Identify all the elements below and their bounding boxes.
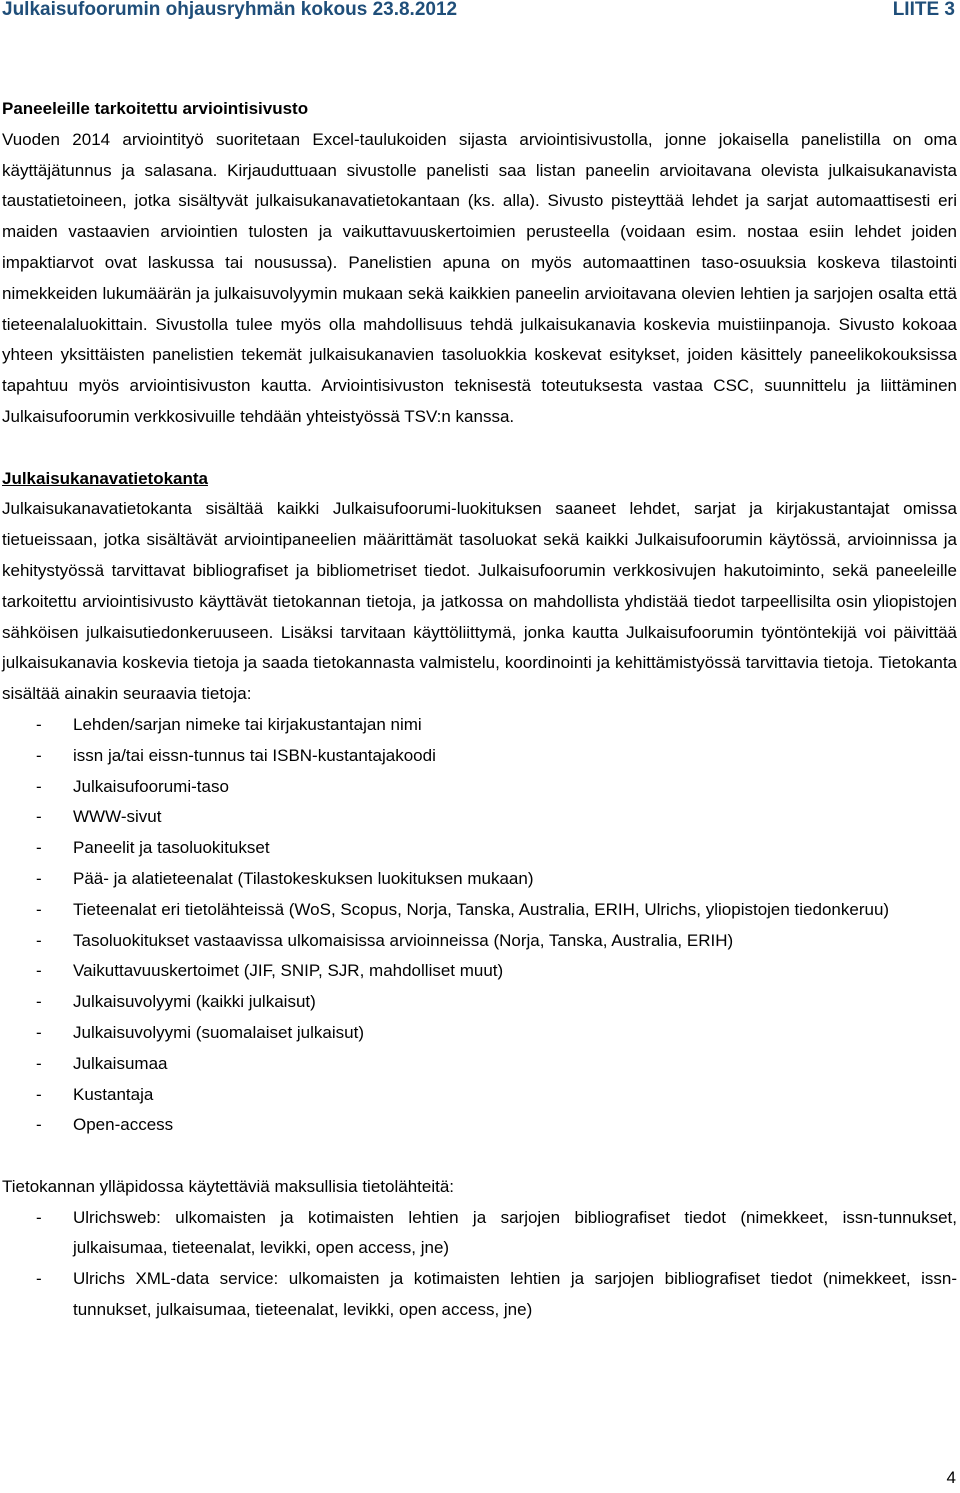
list-item: - Ulrichs XML-data service: ulkomaisten ja kotimaisten lehtien ja sarjojen bibliografiset tiedot (nimekkeet, issn-tunnukset, julkaisumaa, tieteenalat, levikki, open access, jne) [2, 1264, 957, 1326]
list-item: - issn ja/tai eissn-tunnus tai ISBN-kustantajakoodi [2, 741, 957, 772]
paragraph-tietolahteet: Tietokannan ylläpidossa käytettäviä maksullisia tietolähteitä: [2, 1176, 455, 1196]
section-heading-tietokanta: Julkaisukanavatietokanta [2, 468, 208, 488]
list-item: - Julkaisuvolyymi (kaikki julkaisut) [2, 987, 957, 1018]
dash-bullet: - [36, 1053, 42, 1073]
dash-bullet: - [36, 868, 42, 888]
dash-bullet: - [36, 1084, 42, 1104]
list-item: - Julkaisumaa [2, 1049, 957, 1080]
list-item: - Pää- ja alatieteenalat (Tilastokeskuksen luokituksen mukaan) [2, 864, 957, 895]
dash-bullet: - [36, 1115, 42, 1135]
dash-bullet: - [36, 992, 42, 1012]
list-item: - Tieteenalat eri tietolähteissä (WoS, Scopus, Norja, Tanska, Australia, ERIH, Ulrichs, yliopistojen tiedonkeruu) [2, 895, 957, 926]
dash-bullet: - [36, 1022, 42, 1042]
dash-bullet: - [36, 930, 42, 950]
list-item: - Lehden/sarjan nimeke tai kirjakustantajan nimi [2, 710, 957, 741]
list-item: - WWW-sivut [2, 802, 957, 833]
list-item: - Kustantaja [2, 1080, 957, 1111]
attachment-label: LIITE 3 [892, 0, 955, 20]
dash-bullet: - [36, 776, 42, 796]
meeting-title: Julkaisufoorumin ohjausryhmän kokous 23.8.2012 [2, 0, 458, 20]
paragraph-arviointisivusto: Vuoden 2014 arviointityö suoritetaan Excel-taulukoiden sijasta arviointisivustolla, jonne jokaisella panelistilla on oma käyttäjätunnus ja salasana. Kirjauduttuaan sivustolle panelisti saa listan paneelin arvioitavana olevista julkaisukanavista taustatietoineen, jotka sisältyvät julkaisukanavatietokantaan (ks. alla). Sivusto pisteyttää lehdet ja sarjat automaattisesti eri maiden vastaavien arviointien tulosten ja vaikuttavuuskertoimien perusteella (voidaan esim. nostaa esiin lehdet joiden impaktiarvot ovat laskussa tai nousussa). Panelistien apuna on myös automaattinen taso-osuuksia koskeva tilastointi nimekkeiden lukumäärän ja julkaisuvolyymin mukaan sekä kaikkien paneelin arvioitavana olevien lehtien ja sarjojen osalta että tieteenalaluokittain. Sivustolla tulee myös olla mahdollisuus tehdä julkaisukanavia koskevia muistiinpanoja. Sivusto kokoaa yhteen yksittäisten panelistien tekemät julkaisukanavien tasoluokkia koskevat esitykset, joiden käsittely paneelikokouksissa tapahtuu myös arviointisivuston kautta. Arviointisivuston teknisestä toteutuksesta vastaa CSC, suunnittelu ja liittäminen Julkaisufoorumin verkkosivuille tehdään yhteistyössä TSV:n kanssa. [2, 129, 957, 426]
dash-bullet: - [36, 1269, 42, 1289]
list-item: - Vaikuttavuuskertoimet (JIF, SNIP, SJR, mahdolliset muut) [2, 956, 957, 987]
section-heading-arviointisivusto: Paneeleille tarkoitettu arviointisivusto [2, 99, 309, 118]
list-item: - Ulrichsweb: ulkomaisten ja kotimaisten lehtien ja sarjojen bibliografiset tiedot (nimekkeet, issn-tunnukset, julkaisumaa, tieteenalat, levikki, open access, jne) [2, 1203, 957, 1265]
paid-sources-list [2, 1203, 957, 1326]
page-header [2, 0, 955, 22]
document-body [2, 94, 957, 1326]
dash-bullet: - [36, 1207, 42, 1227]
list-item: - Tasoluokitukset vastaavissa ulkomaisissa arvioinneissa (Norja, Tanska, Australia, ERIH) [2, 926, 957, 957]
page-number: 4 [946, 1468, 956, 1487]
list-item: - Open-access [2, 1110, 957, 1141]
dash-bullet: - [36, 838, 42, 858]
dash-bullet: - [36, 745, 42, 765]
list-item: - Julkaisufoorumi-taso [2, 772, 957, 803]
paragraph-tietokanta: Julkaisukanavatietokanta sisältää kaikki Julkaisufoorumi-luokituksen saaneet lehdet, sarjat ja kirjakustantajat omissa tietueissaan, jotka sisältävät arviointipaneelien määrittämät tasoluokat sekä kaikki Julkaisufoorumin käytössä, arvioinnissa ja kehitystyössä tarvittavat bibliografiset ja bibliometriset tiedot. Julkaisufoorumin verkkosivujen hakutoiminto, sekä paneeleille tarkoitettu arviointisivusto käyttävät tietokannan tietoja, ja jatkossa on mahdollista yhdistää tiedot tarpeellisilta osin yliopistojen sähköisen julkaisutiedonkeruuseen. Lisäksi tarvitaan käyttöliittymä, jonka kautta Julkaisufoorumin työntöntekijä voi päivittää julkaisukanavia koskevia tietoja ja saada tietokannasta valmistelu, koordinointi ja kehittämistyössä tarvittavia tietoja. Tietokanta sisältää ainakin seuraavia tietoja: [2, 499, 957, 704]
dash-bullet: - [36, 961, 42, 981]
dash-bullet: - [36, 807, 42, 827]
spacer [2, 1141, 957, 1172]
dash-bullet: - [36, 899, 42, 919]
database-fields-list [2, 710, 957, 1141]
dash-bullet: - [36, 714, 42, 734]
list-item: - Julkaisuvolyymi (suomalaiset julkaisut) [2, 1018, 957, 1049]
spacer [2, 433, 957, 464]
list-item: - Paneelit ja tasoluokitukset [2, 833, 957, 864]
